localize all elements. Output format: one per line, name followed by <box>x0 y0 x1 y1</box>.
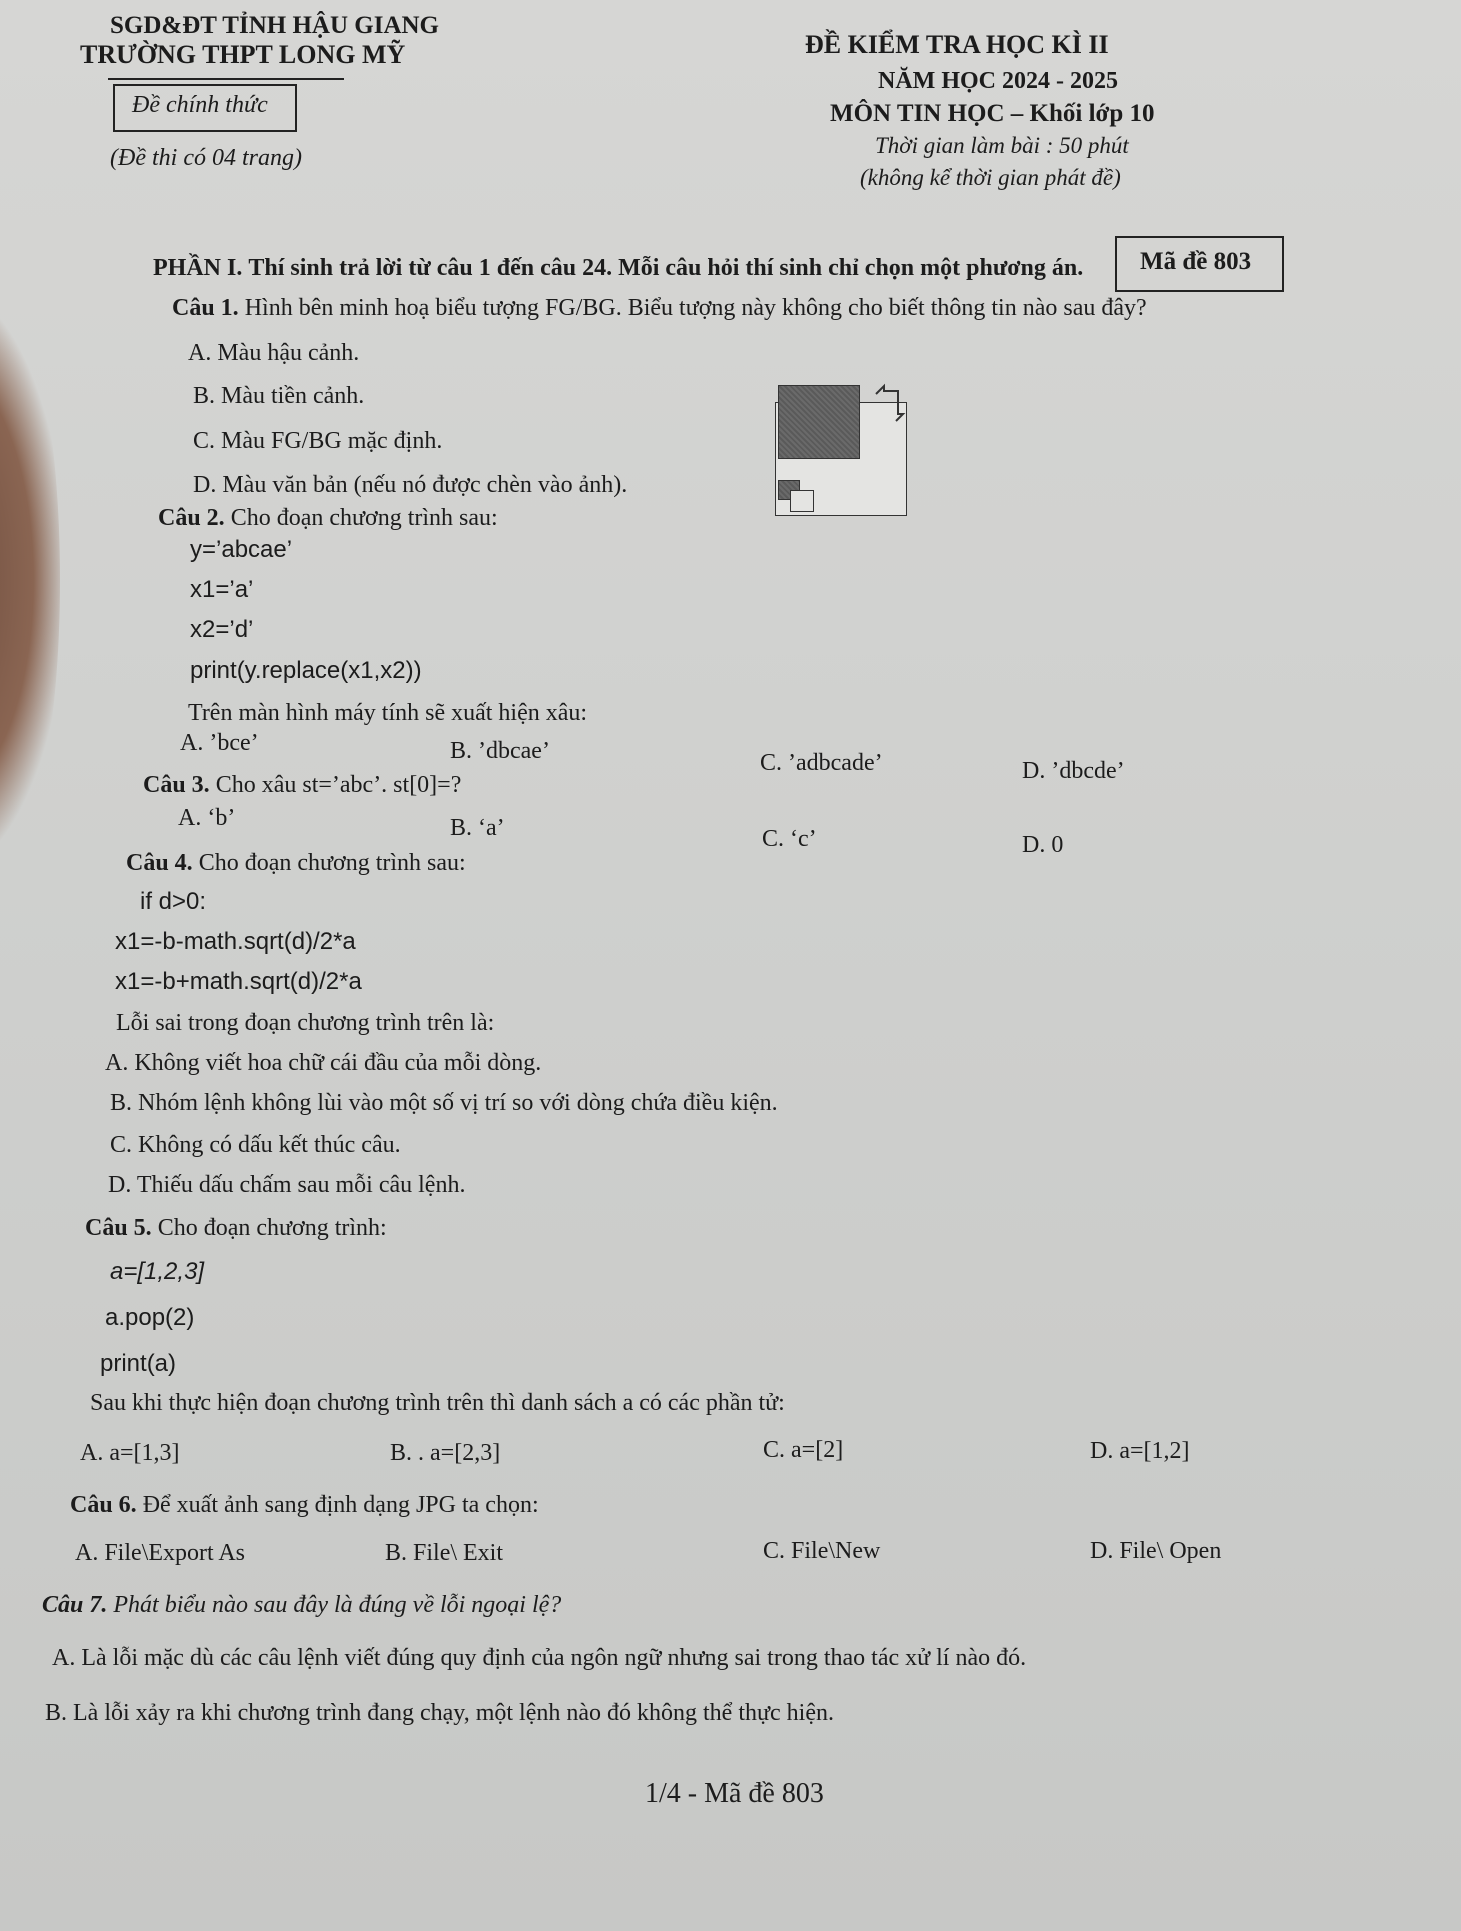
exam-title: ĐỀ KIỂM TRA HỌC KÌ II <box>805 30 1109 59</box>
school-name: TRƯỜNG THPT LONG MỸ <box>80 40 406 69</box>
q3-label: Câu 3. <box>143 772 210 798</box>
q5-option-d: D. a=[1,2] <box>1090 1438 1190 1464</box>
q6-option-a: A. File\Export As <box>75 1540 246 1566</box>
q1-label: Câu 1. <box>172 295 239 321</box>
default-bg-swatch <box>790 490 814 512</box>
q5-stem <box>85 1215 387 1242</box>
duration: Thời gian làm bài : 50 phút <box>875 133 1129 158</box>
q5-prompt: Sau khi thực hiện đoạn chương trình trên thì danh sách a có các phần tử: <box>90 1390 785 1416</box>
q7-stem <box>42 1592 561 1619</box>
q2-option-a: A. ’bce’ <box>180 730 259 756</box>
swap-arrow-icon <box>870 382 910 422</box>
school-year: NĂM HỌC 2024 - 2025 <box>878 68 1118 94</box>
school-underline <box>108 78 344 80</box>
q7-option-b: B. Là lỗi xảy ra khi chương trình đang chạy, một lệnh nào đó không thể thực hiện. <box>45 1700 834 1726</box>
q5-option-a: A. a=[1,3] <box>80 1440 180 1466</box>
q2-text: Cho đoạn chương trình sau: <box>230 505 498 531</box>
q2-option-d: D. ’dbcde’ <box>1022 758 1125 784</box>
q2-prompt: Trên màn hình máy tính sẽ xuất hiện xâu: <box>188 700 588 726</box>
q3-option-a: A. ‘b’ <box>178 805 236 831</box>
q5-option-c: C. a=[2] <box>763 1437 844 1463</box>
q7-label: Câu 7. <box>42 1592 108 1618</box>
q5-label: Câu 5. <box>85 1215 152 1241</box>
q2-code-line-1: y=’abcae’ <box>190 536 293 563</box>
q6-text: Để xuất ảnh sang định dạng JPG ta chọn: <box>142 1492 539 1518</box>
q4-code-line-3: x1=-b+math.sqrt(d)/2*a <box>115 968 362 995</box>
q4-option-b: B. Nhóm lệnh không lùi vào một số vị trí so với dòng chứa điều kiện. <box>110 1090 778 1116</box>
q7-text: Phát biểu nào sau đây là đúng về lỗi ngoại lệ? <box>113 1592 562 1618</box>
part1-instruction: Thí sinh trả lời từ câu 1 đến câu 24. Mỗi câu hỏi thí sinh chỉ chọn một phương án. <box>248 255 1084 281</box>
part1-heading <box>153 255 1083 282</box>
q1-option-c: C. Màu FG/BG mặc định. <box>193 428 443 454</box>
q4-label: Câu 4. <box>126 850 193 876</box>
q6-option-b: B. File\ Exit <box>385 1540 504 1566</box>
q6-option-c: C. File\New <box>763 1538 881 1564</box>
q3-option-d: D. 0 <box>1022 832 1064 858</box>
q2-code-line-2: x1=’a’ <box>190 576 254 603</box>
q5-code-line-2: a.pop(2) <box>105 1304 195 1331</box>
q1-option-b: B. Màu tiền cảnh. <box>193 383 365 409</box>
q6-label: Câu 6. <box>70 1492 137 1518</box>
q2-label: Câu 2. <box>158 505 225 531</box>
subject: MÔN TIN HỌC – Khối lớp 10 <box>830 100 1155 127</box>
q2-code-line-3: x2=’d’ <box>190 616 254 643</box>
q4-text: Cho đoạn chương trình sau: <box>198 850 466 876</box>
q2-option-b: B. ’dbcae’ <box>450 738 550 764</box>
q3-option-b: B. ‘a’ <box>450 815 505 841</box>
q4-option-a: A. Không viết hoa chữ cái đầu của mỗi dòng. <box>105 1050 542 1076</box>
q6-stem <box>70 1492 539 1519</box>
department-name: SGD&ĐT TỈNH HẬU GIANG <box>110 12 439 39</box>
q7-option-a: A. Là lỗi mặc dù các câu lệnh viết đúng quy định của ngôn ngữ nhưng sai trong thao tác xử lí nào đó. <box>52 1645 1027 1671</box>
q1-text: Hình bên minh hoạ biểu tượng FG/BG. Biểu tượng này không cho biết thông tin nào sau đây? <box>244 295 1147 321</box>
q5-code-line-3: print(a) <box>100 1350 177 1377</box>
q1-stem <box>172 295 1147 322</box>
q4-option-d: D. Thiếu dấu chấm sau mỗi câu lệnh. <box>108 1172 466 1198</box>
q3-stem <box>143 772 461 799</box>
duration-note: (không kể thời gian phát đề) <box>860 165 1121 190</box>
official-label: Đề chính thức <box>132 92 268 118</box>
foreground-color-swatch <box>778 385 860 459</box>
q2-option-c: C. ’adbcade’ <box>760 750 883 776</box>
pages-note: (Đề thi có 04 trang) <box>110 145 302 171</box>
q4-code-line-2: x1=-b-math.sqrt(d)/2*a <box>115 928 356 955</box>
q3-option-c: C. ‘c’ <box>762 826 817 852</box>
q3-text: Cho xâu st=’abc’. st[0]=? <box>215 772 462 798</box>
q1-option-a: A. Màu hậu cảnh. <box>188 340 360 366</box>
q5-option-b: B. . a=[2,3] <box>390 1440 501 1466</box>
q5-code-line-1: a=[1,2,3] <box>110 1258 205 1285</box>
page-footer: 1/4 - Mã đề 803 <box>645 1778 824 1809</box>
thumb-shadow <box>0 300 60 860</box>
q2-code-line-4: print(y.replace(x1,x2)) <box>190 657 422 684</box>
part1-title: PHẦN I. <box>153 255 243 281</box>
q4-stem <box>126 850 466 877</box>
q4-code-line-1: if d>0: <box>140 888 207 915</box>
q6-option-d: D. File\ Open <box>1090 1538 1222 1564</box>
exam-code: Mã đề 803 <box>1140 248 1252 275</box>
q4-option-c: C. Không có dấu kết thúc câu. <box>110 1132 401 1158</box>
q4-prompt: Lỗi sai trong đoạn chương trình trên là: <box>116 1010 495 1036</box>
q2-stem <box>158 505 498 532</box>
q1-option-d: D. Màu văn bản (nếu nó được chèn vào ảnh). <box>193 472 628 498</box>
q5-text: Cho đoạn chương trình: <box>157 1215 387 1241</box>
